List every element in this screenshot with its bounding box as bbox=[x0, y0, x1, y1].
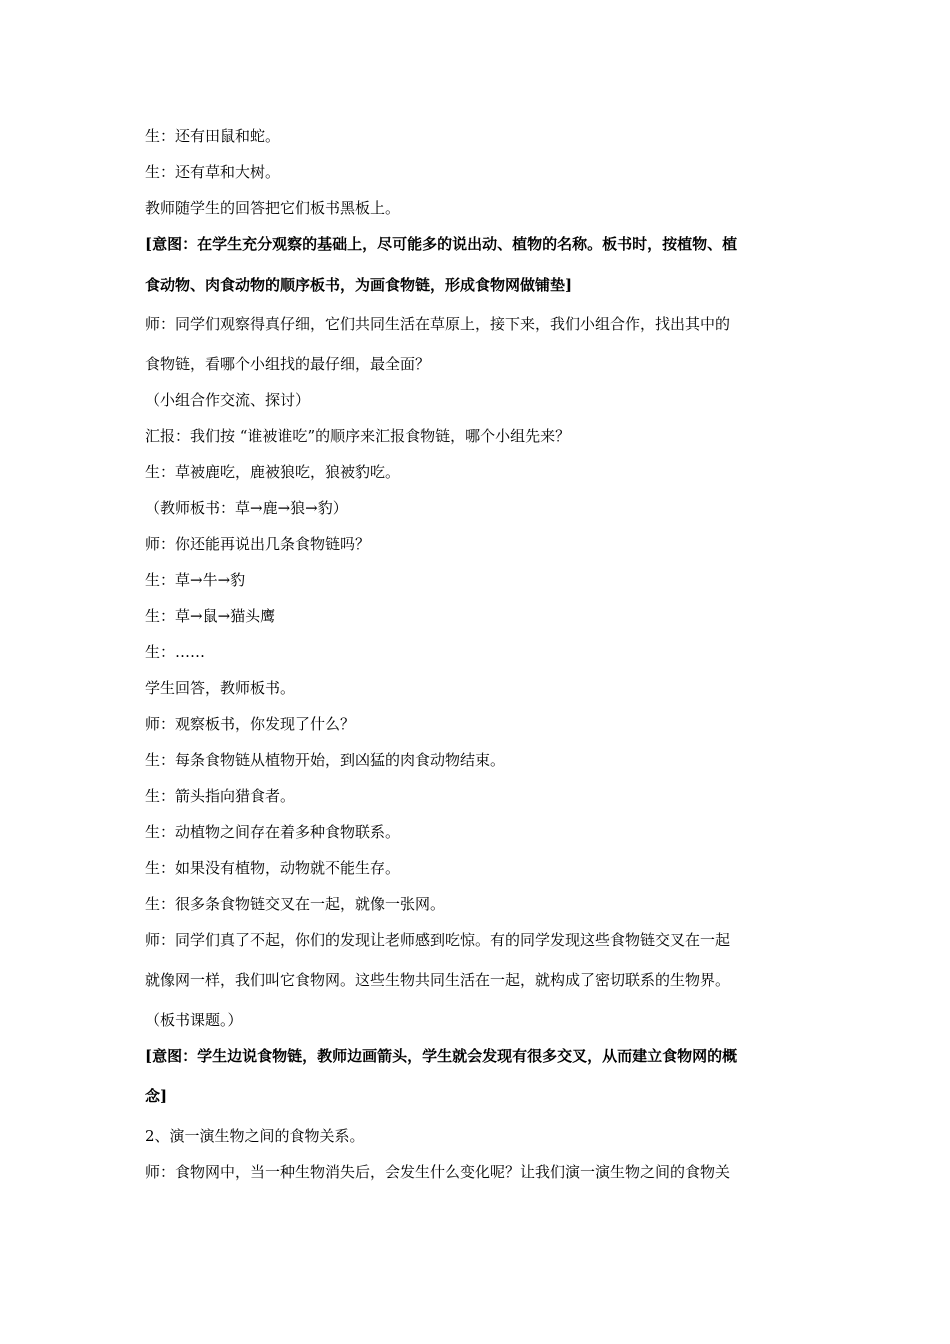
text-line: 生：还有草和大树。 bbox=[145, 163, 281, 181]
text-line: 师：观察板书，你发现了什么？ bbox=[145, 715, 356, 733]
text-line: 师：食物网中，当一种生物消失后，会发生什么变化呢？让我们演一演生物之间的食物关 bbox=[145, 1163, 731, 1181]
intent-note-line: 念] bbox=[145, 1087, 168, 1105]
text-line: （教师板书：草→鹿→狼→豹） bbox=[145, 499, 348, 517]
text-line: 生：草→牛→豹 bbox=[145, 571, 246, 589]
text-line: 师：同学们观察得真仔细，它们共同生活在草原上，接下来，我们小组合作，找出其中的 bbox=[145, 315, 731, 333]
text-line: 生：还有田鼠和蛇。 bbox=[145, 127, 281, 145]
text-line: 生：很多条食物链交叉在一起，就像一张网。 bbox=[145, 895, 446, 913]
text-line: （板书课题。） bbox=[145, 1011, 243, 1029]
text-line: 食物链，看哪个小组找的最仔细，最全面？ bbox=[145, 355, 431, 373]
text-line: 生：箭头指向猎食者。 bbox=[145, 787, 296, 805]
text-line: 师：同学们真了不起，你们的发现让老师感到吃惊。有的同学发现这些食物链交叉在一起 bbox=[145, 931, 731, 949]
text-line: 生：…… bbox=[145, 643, 206, 661]
intent-note-line: [意图：学生边说食物链，教师边画箭头，学生就会发现有很多交叉，从而建立食物网的概 bbox=[145, 1047, 738, 1065]
text-line: 汇报：我们按 “谁被谁吃”的顺序来汇报食物链，哪个小组先来？ bbox=[145, 427, 571, 445]
text-line: 学生回答，教师板书。 bbox=[145, 679, 296, 697]
intent-note-line: 食动物、肉食动物的顺序板书，为画食物链，形成食物网做铺垫] bbox=[145, 276, 573, 294]
text-line: 师：你还能再说出几条食物链吗？ bbox=[145, 535, 371, 553]
text-line: 生：草→鼠→猫头鹰 bbox=[145, 607, 276, 625]
text-line: 生：草被鹿吃，鹿被狼吃，狼被豹吃。 bbox=[145, 463, 401, 481]
section-heading: 2、演一演生物之间的食物关系。 bbox=[145, 1127, 365, 1145]
text-line: 生：每条食物链从植物开始，到凶猛的肉食动物结束。 bbox=[145, 751, 506, 769]
text-line: （小组合作交流、探讨） bbox=[145, 391, 311, 409]
text-line: 教师随学生的回答把它们板书黑板上。 bbox=[145, 199, 401, 217]
text-line: 生：动植物之间存在着多种食物联系。 bbox=[145, 823, 401, 841]
text-line: 就像网一样，我们叫它食物网。这些生物共同生活在一起，就构成了密切联系的生物界。 bbox=[145, 971, 731, 989]
intent-note-line: [意图：在学生充分观察的基础上，尽可能多的说出动、植物的名称。板书时，按植物、植 bbox=[145, 235, 738, 253]
text-line: 生：如果没有植物，动物就不能生存。 bbox=[145, 859, 401, 877]
